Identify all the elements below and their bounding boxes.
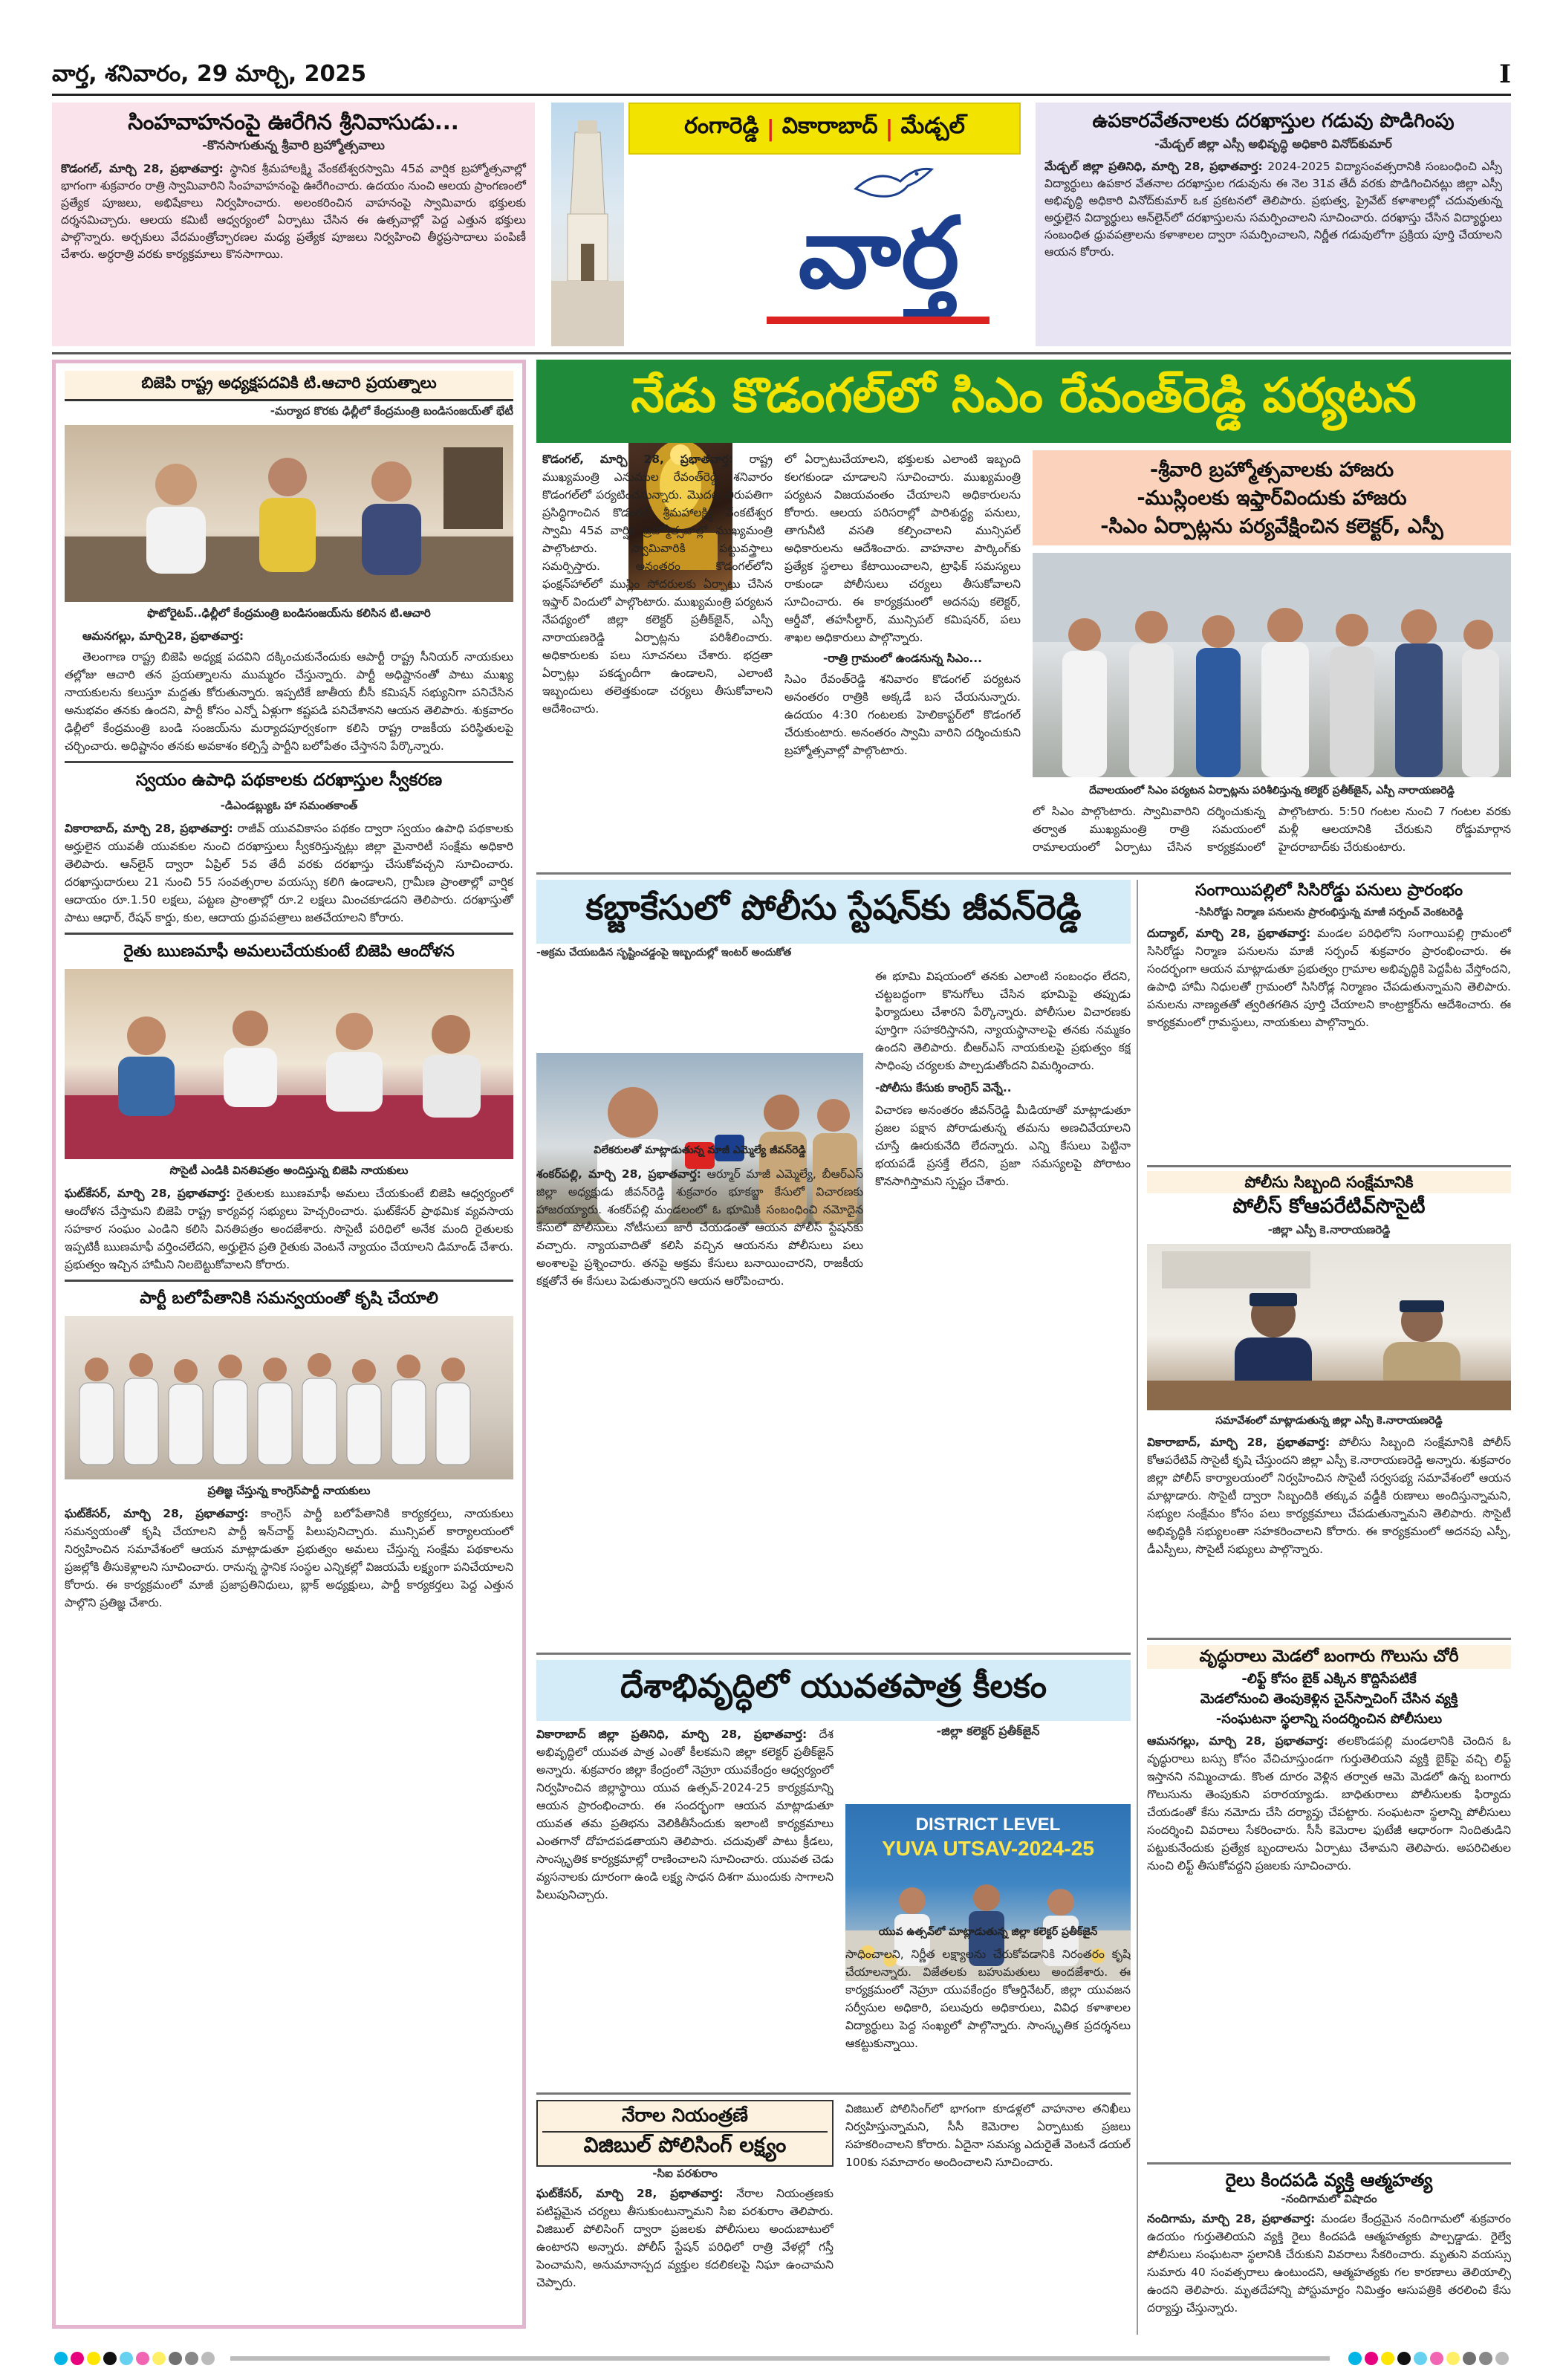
dateline: శంకర్‌పల్లి, మార్చి 28, ప్రభాతవార్త: <box>536 1167 701 1181</box>
group-pledge-icon <box>65 1316 513 1479</box>
story-body <box>65 1505 513 1612</box>
temple-photo <box>551 103 624 346</box>
headline: ఉపకారవేతనాలకు దరఖాస్తుల గడువు పొడిగింపు <box>1092 110 1455 132</box>
left-column-box <box>52 360 526 2329</box>
body-text: సాధించాలని, నిర్ణీత లక్ష్యాలను చేరుకోవడానికి నిరంతరం కృషి చేయాలన్నారు. విజేతలకు బహుమతులు అందజేశారు. ఈ కార్యక్రమంలో నెహ్రూ యువకేంద్రం కోఆర్డినేటర్, జిల్లా యువజన సర్వీసుల అధికారి, పలువురు అధికారులు, వివిధ కళాశాలల విద్యార్థులు పెద్ద సంఖ్యలో పాల్గొన్నారు. సాంస్కృతిక ప్రదర్శనలు ఆకట్టుకున్నాయి. <box>845 1948 1131 2050</box>
subhead: -అక్రమ చేయబడిన సృష్టించడ్డంపై ఇబ్బందుల్లో ఇంటర్ అందుకోత <box>536 947 792 959</box>
district-vikarabad: వికారాబాద్ <box>782 113 878 139</box>
section-divider <box>65 1280 513 1282</box>
lead-body-col2 <box>784 450 1021 866</box>
lead-bottom-rule <box>536 872 1511 875</box>
story-body <box>65 820 513 927</box>
story-train-suicide <box>1147 2168 1511 2332</box>
story-body <box>65 627 513 755</box>
dateline: కొడంగల్, మార్చి 28, ప్రభాతవార్త: <box>61 162 224 175</box>
body-text: విచారణ అనంతరం జీవన్‌రెడ్డి మీడియాతో మాట్లాడుతూ ప్రజల పక్షాన పోరాడుతున్న తమను అణచివేయాలని చూస్తే ఊరుకునేది లేదన్నారు. ఎన్ని కేసులు పెట్టినా భయపడే ప్రసక్తే లేదని, ప్రజా సమస్యలపై పోరాటం కొనసాగిస్తామని స్పష్టం చేశారు. <box>875 1103 1131 1188</box>
story-youth-role <box>536 1660 1131 2086</box>
inline-subhead: -రాత్రి గ్రామంలో ఉండనున్న సిఎం... <box>822 652 983 665</box>
subhead: -జిల్లా ఎస్పీ కె.నారాయణరెడ్డి <box>1267 1223 1391 1236</box>
lead-headline: నేడు కొడంగల్‌లో సిఎం రేవంత్‌రెడ్డి పర్యటన <box>631 368 1417 424</box>
headline: కబ్జాకేసులో పోలీసు స్టేషన్‌కు జీవన్‌రెడ్డి <box>585 887 1082 927</box>
body-text: తలకొండపల్లి మండలానికి చెందిన ఓ వృద్ధురాలు బస్సు కోసం వేచిచూస్తుండగా గుర్తుతెలియని వ్యక్తి బైక్‌పై వచ్చి లిఫ్ట్ ఇస్తానని నమ్మించాడు. కొంత దూరం వెళ్లిన తర్వాత ఆమె మెడలో ఉన్న బంగారు గొలుసును తెంపుకుని పరారయ్యాడు. బాధితురాలు పోలీసులకు ఫిర్యాదు చేయడంతో కేసు నమోదు చేసి దర్యాప్తు చేపట్టారు. సంఘటనా స్థలాన్ని పోలీసులు సందర్శించి వివరాలు సేకరించారు. సీసీ కెమెరాల ఫుటేజీ ఆధారంగా నిందితుడిని పట్టుకునేందుకు ప్రత్యేక బృందాలను ఏర్పాటు చేశామని తెలిపారు. అపరిచితుల నుంచి లిఫ్ట్ తీసుకోవద్దని ప్రజలకు సూచించారు. <box>1147 1734 1511 1872</box>
section-divider <box>65 933 513 935</box>
lead-bullets <box>1033 450 1511 545</box>
story-self-employment <box>65 769 513 927</box>
headline-line-1: నేరాల నియంత్రణే <box>622 2104 748 2126</box>
body-text: లో ఏర్పాటుచేయాలని, భక్తులకు ఎలాంటి ఇబ్బంది కలగకుండా చూడాలని సూచించారు. ముఖ్యమంత్రి పర్యటన విజయవంతం చేయాలని అధికారులను కోరారు. ఆలయ పరిసరాల్లో పారిశుద్ధ్య పనులు, తాగునీటి వసతి కల్పించాలని మున్సిపల్ అధికారులను ఆదేశించారు. వాహనాల పార్కింగ్‌కు ప్రత్యేక స్థలాలు కేటాయించాలని, ట్రాఫిక్ సమస్యలు రాకుండా పోలీసులు చర్యలు తీసుకోవాలని సూచించారు. ఈ కార్యక్రమంలో అదనపు కలెక్టర్, ఆర్డీవో, తహసీల్దార్, మున్సిపల్ కమిషనర్, పలు శాఖల అధికారులు పాల్గొన్నారు. <box>784 453 1021 644</box>
bullet-item: మెడలోనుంచి తెంపుకెళ్లిన చైన్‌స్నాచింగ్ చేసిన వ్యక్తి <box>1200 1691 1458 1707</box>
headline-line-1: పోలీసు సిబ్బంది సంక్షేమానికి <box>1147 1171 1511 1193</box>
headline: సంగాయిపల్లిలో సిసిరోడ్డు పనులు ప్రారంభం <box>1195 881 1463 900</box>
dateline: కొడంగల్, మార్చి 28, ప్రభాతవార్త: <box>542 453 734 466</box>
logo-text: వార్త <box>798 196 960 311</box>
col2-body <box>845 1945 1131 2086</box>
temple-gopuram-icon <box>551 103 624 346</box>
dateline: వికారాబాద్, మార్చి 28, ప్రభాతవార్త: <box>65 822 233 835</box>
photo-caption: ప్రతిజ్ఞ చేస్తున్న కాంగ్రెస్‌పార్టీ నాయకులు <box>207 1484 371 1497</box>
body-text: రాష్ట్ర ముఖ్యమంత్రి ఎనుముల రేవంత్‌రెడ్డి శనివారం కొడంగల్‌లో పర్యటించనున్నారు. మొదట తిరుపతిగా ప్రసిద్ధిగాంచిన కొడంగల్ శ్రీమహాలక్ష్మి వేంకటేశ్వర స్వామి 45వ వార్షిక బ్రహ్మోత్సవాల్లో ముఖ్యమంత్రి పాల్గొంటారు. స్వామివారికి పట్టువస్త్రాలు సమర్పిస్తారు. అనంతరం కొడంగల్‌లోని ఫంక్షన్‌హాల్‌లో ముస్లిం సోదరులకు ఏర్పాటు చేసిన ఇఫ్తార్ విందులో పాల్గొంటారు. ముఖ్యమంత్రి పర్యటన నేపథ్యంలో జిల్లా కలెక్టర్ ప్రతీక్‌జైన్, ఎస్పీ నారాయణరెడ్డి ఏర్పాట్లను పరిశీలించారు. అధికారులకు పలు సూచనలు చేశారు. భద్రతా ఏర్పాట్లు పకడ్బందీగా ఉండాలని, ఎలాంటి ఇబ్బందులు తలెత్తకుండా చర్యలు తీసుకోవాలని ఆదేశించారు. <box>542 453 773 716</box>
body-text: రైతులకు ఋణమాఫీ అమలు చేయకుంటే బిజెపి ఆధ్వర్యంలో ఆందోళన చేస్తామని బిజెపి రాష్ట్ర కార్యవర్గ సభ్యులు హెచ్చరించారు. ఘట్‌కేసర్ ప్రాథమిక వ్యవసాయ సహకార సంఘం ఎండిని కలిసి వినతిపత్రం అందజేశారు. సొసైటీ పరిధిలో అనేక మంది రైతులకు ఇప్పటికీ ఋణమాఫీ వర్తించలేదని, అర్హులైన ప్రతి రైతుకు వెంటనే న్యాయం చేయాలని డిమాండ్ చేశారు. ప్రభుత్వం ఇచ్చిన హామీని నిలబెట్టుకోవాలని కోరారు. <box>65 1187 513 1271</box>
bottom-mid-rule <box>536 2092 1131 2095</box>
body-text: విజిబుల్ పోలిసింగ్‌లో భాగంగా కూడళ్లలో వాహనాల తనిఖీలు నిర్వహిస్తున్నామని, సీసీ కెమెరాల ఏర్పాటుకు ప్రజలు సహకరించాలని కోరారు. ఏదైనా సమస్య ఎదురైతే వెంటనే డయల్ 100కు సమాచారం అందించాలని సూచించారు. <box>845 2102 1131 2169</box>
sp-meeting-photo <box>1147 1244 1511 1410</box>
headline-bar <box>536 880 1131 944</box>
dateline: ఘట్‌కేసర్, మార్చి 28, ప్రభాతవార్త: <box>65 1187 231 1200</box>
right-rule-3 <box>1147 2162 1511 2165</box>
col1-body <box>536 1725 834 2086</box>
body-text: సిఎం రేవంత్‌రెడ్డి శనివారం కొడంగల్ పర్యటన అనంతరం రాత్రికి అక్కడే బస చేయనున్నారు. ఉదయం 4:30 గంటలకు హెలికాప్టర్‌లో కొడంగల్ చేరుకుంటారు. అనంతరం స్వామి వారిని దర్శించుకుని బ్రహ్మోత్సవాల్లో పాల్గొంటారు. <box>784 672 1021 757</box>
headline: సింహవాహనంపై ఊరేగిన శ్రీనివాసుడు... <box>128 109 459 134</box>
dateline: వికారాబాద్, మార్చి 28, ప్రభాతవార్త: <box>1147 1436 1330 1449</box>
subhead: -జిల్లా కలెక్టర్ ప్రతీక్‌జైన్ <box>936 1724 1040 1738</box>
lead-photo-caption: దేవాలయంలో సిఎం పర్యటన ఏర్పాట్లను పరిశీలిస్తున్న కలెక్టర్ ప్రతీక్‌జైన్, ఎస్పీ నారాయణరెడ్డి <box>1089 785 1455 797</box>
bjp-memorandum-photo <box>65 969 513 1159</box>
dateline: వికారాబాద్ జిల్లా ప్రతినిధి, మార్చి 28, ప్రభాతవార్త: <box>536 1728 808 1741</box>
body-text: మండల పరిధిలోని సంగాయిపల్లి గ్రామంలో సిసిరోడ్డు నిర్మాణ పనులను మాజీ సర్పంచ్ శుక్రవారం ప్రారంభించారు. ఈ సందర్భంగా ఆయన మాట్లాడుతూ ప్రభుత్వం గ్రామాల అభివృద్ధికి పెద్దపీట వేస్తోందని, ఉపాధి హామీ నిధులతో గ్రామంలో సిసిరోడ్ల నిర్మాణం చేపడుతున్నామని తెలిపారు. పనులను నాణ్యతతో త్వరితగతిన పూర్తి చేయాలని కాంట్రాక్టర్‌ను ఆదేశించారు. ఈ కార్యక్రమంలో గ్రామస్థులు, నాయకులు పాల్గొన్నారు. <box>1147 927 1511 1029</box>
dateline: దుద్యాల్, మార్చి 28, ప్రభాతవార్త: <box>1147 927 1311 940</box>
story-visible-policing <box>536 2100 1131 2333</box>
col2-body <box>845 2100 1131 2333</box>
dateline: మేడ్చల్ జిల్లా ప్రతినిధి, మార్చి 28, ప్రభాతవార్త: <box>1044 160 1263 173</box>
photo-caption: యువ ఉత్సవ్‌లో మాట్లాడుతున్న జిల్లా కలెక్టర్ ప్రతీక్‌జైన్ <box>878 1926 1098 1938</box>
meeting-people-icon <box>65 425 513 602</box>
subhead: -మర్యాద కొరకు ఢిల్లీలో కేంద్రమంత్రి బండిసంజయ్‌తో భేటీ <box>270 404 513 418</box>
subhead: -మేడ్చల్ జిల్లా ఎస్సీ అభివృద్ధి అధికారి వినోద్‌కుమార్ <box>1154 137 1392 151</box>
headline: రైతు ఋణమాఫీ అమలుచేయకుంటే బిజెపి ఆందోళన <box>123 942 455 961</box>
story-body <box>1044 158 1502 261</box>
page-number: I <box>1499 59 1511 89</box>
lead-body-col1 <box>542 450 773 866</box>
right-rule-1 <box>1147 1165 1511 1167</box>
body-text: ఈ భూమి విషయంలో తనకు ఎలాంటి సంబంధం లేదని, చట్టబద్ధంగా కొనుగోలు చేసిన భూమిపై తప్పుడు ఫిర్యాదులు చేశారని పేర్కొన్నారు. పోలీసుల విచారణకు పూర్తిగా సహకరిస్తానని, న్యాయస్థానాలపై తనకు నమ్మకం ఉందని తెలిపారు. బీఆర్ఎస్ నాయకులపై ప్రభుత్వం కక్ష సాధింపు చర్యలకు పాల్పడుతోందని విమర్శించారు. <box>875 970 1131 1072</box>
story-party-strength <box>65 1288 513 1612</box>
story-body <box>61 160 526 263</box>
body-text: 2024-2025 విద్యాసంవత్సరానికి సంబంధించి ఎస్సీ విద్యార్థులు ఉపకార వేతనాల దరఖాస్తుల గడువును ఈ నెల 31వ తేదీ వరకు పొడిగించినట్లు జిల్లా ఎస్సీ అభివృద్ధి అధికారి వినోద్‌కుమార్ ఒక ప్రకటనలో తెలిపారు. ప్రభుత్వ, ప్రైవేట్ కళాశాలల్లో చదువుతున్న అర్హులైన విద్యార్థులు ఆన్‌లైన్‌లో దరఖాస్తులను సమర్పించాలని సూచించారు. దరఖాస్తు చేసిన విద్యార్థులు సంబంధిత ధ్రువపత్రాలను కళాశాలల ద్వారా సమర్పించాలని, నిర్ణీత గడువులోగా ప్రక్రియ పూర్తి చేయాలని ఆయన కోరారు. <box>1044 160 1502 259</box>
dateline: నందిగామ, మార్చి 28, ప్రభాతవార్త: <box>1147 2212 1316 2225</box>
body-text: ఆర్మూర్ మాజీ ఎమ్మెల్యే, బీఆర్ఎస్ జిల్లా అధ్యక్షుడు జీవన్‌రెడ్డి శుక్రవారం భూకబ్జా కేసులో విచారణకు హాజరయ్యారు. శంకర్‌పల్లి మండలంలో ఓ భూమికి సంబంధించి నమోదైన కేసులో పోలీసులు నోటీసులు జారీ చేయడంతో ఆయన పోలీస్ స్టేషన్‌కు వచ్చారు. న్యాయవాదితో కలిసి వచ్చిన ఆయనను పోలీసులు పలు అంశాలపై ప్రశ్నించారు. తనపై అక్రమ కేసులు బనాయించారని, రాజకీయ కక్షతోనే ఈ కేసులు పెడుతున్నారని ఆయన ఆరోపించారు. <box>536 1167 863 1288</box>
logo-underline <box>767 317 990 324</box>
body-text: దేశ అభివృద్ధిలో యువత పాత్ర ఎంతో కీలకమని జిల్లా కలెక్టర్ ప్రతీక్‌జైన్ అన్నారు. శుక్రవారం జిల్లా కేంద్రంలో నెహ్రూ యువకేంద్రం ఆధ్వర్యంలో నిర్వహించిన జిల్లాస్థాయి యువ ఉత్సవ్-2024-25 కార్యక్రమాన్ని ఆయన ప్రారంభించారు. ఈ సందర్భంగా ఆయన మాట్లాడుతూ యువత తమ ప్రతిభను వెలికితీసేందుకు ఇలాంటి కార్యక్రమాలు ఎంతగానో దోహదపడతాయని తెలిపారు. చదువుతో పాటు క్రీడలు, సాంస్కృతిక కార్యక్రమాల్లో రాణించాలని సూచించారు. యువత చెడు వ్యసనాలకు దూరంగా ఉండి లక్ష్య సాధన దిశగా ముందుకు సాగాలని పిలుపునిచ్చారు. <box>536 1728 834 1901</box>
page-dateline: వార్త, శనివారం, 29 మార్చి, 2025 <box>52 61 367 87</box>
masthead-logo-block <box>551 103 1021 346</box>
story-cc-road <box>1147 880 1511 1162</box>
district-divider: | <box>766 115 775 142</box>
district-medchal: మేడ్చల్ <box>900 113 965 139</box>
subhead: -డిఎండబ్ల్యుఓ హా సమంతకాంత్ <box>220 799 358 812</box>
office-meeting-icon <box>65 969 513 1159</box>
col2-body <box>875 967 1131 1645</box>
registration-marks-icon <box>52 2350 1511 2367</box>
headline: బిజెపి రాష్ట్ర అధ్యక్షపదవికి టి.ఆచారి ప్రయత్నాలు <box>65 371 513 401</box>
story-jeevan-reddy <box>536 880 1131 1645</box>
bullet-item: -లిఫ్ట్ కోసం బైక్ ఎక్కిన కొద్దిసేపటికే <box>1241 1671 1417 1687</box>
col1-body <box>536 2185 834 2333</box>
mid2-top-rule <box>536 1653 1131 1655</box>
headline-line-2: విజిబుల్ పోలిసింగ్ లక్ష్యం <box>542 2131 828 2162</box>
story-scholarship <box>1036 103 1511 346</box>
body-text: లో సిఎం పాల్గొంటారు. స్వామివారిని దర్శించుకున్న తర్వాత ముఖ్యమంత్రి రాత్రి సమయంలో రామాలయంలో ఏర్పాటు చేసిన కార్యక్రమంలో పాల్గొంటారు. 5:50 గంటల నుంచి 7 గంటల వరకు మళ్లీ ఆలయానికి చేరుకుని రోడ్డుమార్గాన హైదరాబాద్‌కు చేరుకుంటారు. <box>1033 805 1511 854</box>
police-officers-icon <box>1147 1244 1511 1410</box>
right-rule-2 <box>1147 1638 1511 1640</box>
subhead: -సిఐ పరశురాం <box>652 2167 718 2180</box>
subhead: -కొనసాగుతున్న శ్రీవారి బ్రహ్మోత్సవాలు <box>202 138 385 153</box>
photo-caption: విలేకరులతో మాట్లాడుతున్న మాజీ ఎమ్మెల్యే జీవన్‌రెడ్డి <box>594 1144 806 1156</box>
story-police-society <box>1147 1171 1511 1632</box>
photo-caption: ఫొటోరైటప్..ఢిల్లీలో కేంద్రమంత్రి బండిసంజయ్‌ను కలిసిన టి.ఆచారి <box>147 606 431 620</box>
body-text: రాజీవ్ యువవికాసం పథకం ద్వారా స్వయం ఉపాధి పథకాలకు అర్హులైన యువతీ యువకుల నుంచి దరఖాస్తులు స్వీకరిస్తున్నట్లు జిల్లా మైనారిటీ సంక్షేమ అధికారి తెలిపారు. ఆన్‌లైన్ ద్వారా ఏప్రిల్ 5వ తేదీ వరకు దరఖాస్తు చేసుకోవచ్చని సూచించారు. దరఖాస్తుదారులు 21 నుంచి 55 సంవత్సరాల వయస్సు కలిగి ఉండాలని, గ్రామీణ ప్రాంతాల్లో వార్షిక ఆదాయం రూ.1.50 లక్షలు, పట్టణ ప్రాంతాల్లో రూ.2 లక్షలు మించకూడదని తెలిపారు. దరఖాస్తుతో పాటు ఆధార్, రేషన్ కార్డు, కుల, ఆదాయ ధ్రువపత్రాలు జతచేయాలని కోరారు. <box>65 822 513 924</box>
story-sinhavahanam <box>52 103 535 346</box>
headline: రైలు కిందపడి వ్యక్తి ఆత్మహత్య <box>1225 2170 1433 2191</box>
col1-body <box>536 1165 863 1645</box>
body-text: నేరాల నియంత్రణకు పటిష్టమైన చర్యలు తీసుకుంటున్నామని సిఐ పరశురాం తెలిపారు. విజిబుల్ పోలిసింగ్ ద్వారా ప్రజలకు పోలీసులు అందుబాటులో ఉంటారని అన్నారు. పోలీస్ స్టేషన్ పరిధిలో రాత్రి వేళల్లో గస్తీ పెంచామని, అనుమానాస్పద వ్యక్తుల కదలికలపై నిఘా ఉంచామని చెప్పారు. <box>536 2187 834 2289</box>
story-body <box>65 1184 513 1274</box>
banner-line-2: YUVA UTSAV-2024-25 <box>882 1837 1094 1860</box>
subhead: -సిసిరోడ్డు నిర్మాణ పనులను ప్రారంభిస్తున్న మాజీ సర్పంచ్ వెంకటరెడ్డి <box>1195 907 1463 918</box>
congress-pledge-photo <box>65 1316 513 1479</box>
headline-line-2: పోలీస్ కోఆపరేటివ్‌సొసైటీ <box>1232 1195 1426 1218</box>
masthead-strip <box>52 59 1511 91</box>
headline-box <box>536 2100 834 2167</box>
headline-bar <box>536 1660 1131 1721</box>
vaartha-logo <box>737 159 1021 346</box>
district-rangareddy: రంగారెడ్డి <box>684 113 759 139</box>
dateline: ఆమనగల్లు, మార్చి28, ప్రభాతవార్త: <box>82 629 244 643</box>
story-body <box>1147 1433 1511 1597</box>
headline: దేశాభివృద్ధిలో యువతపాత్ర కీలకం <box>620 1667 1047 1705</box>
headline: స్వయం ఉపాధి పథకాలకు దరఖాస్తుల స్వీకరణ <box>135 771 443 790</box>
inline-subhead: -పోలీసు కేసుకు కాంగ్రెస్ వెన్నే.. <box>875 1081 1012 1095</box>
story-loan-waiver <box>65 941 513 1274</box>
story-chain-snatching <box>1147 1645 1511 2158</box>
subhead: -నందిగామలో విషాదం <box>1281 2192 1377 2205</box>
story-body <box>1147 1732 1511 2139</box>
bullet-item: -ముస్లింలకు ఇఫ్తార్‌విందుకు హాజరు <box>1137 487 1407 510</box>
dateline: ఘట్‌కేసర్, మార్చి 28, ప్రభాతవార్త: <box>65 1507 249 1520</box>
banner-line-1: DISTRICT LEVEL <box>915 1815 1061 1835</box>
body-text: కాంగ్రెస్ పార్టీ బలోపేతానికి కార్యకర్తలు, నాయకులు సమన్వయంతో కృషి చేయాలని పార్టీ ఇన్‌చార్జ్ పిలుపునిచ్చారు. మున్సిపల్ కార్యాలయంలో నిర్వహించిన సమావేశంలో ఆయన మాట్లాడుతూ ప్రభుత్వం అమలు చేస్తున్న సంక్షేమ పథకాలను ప్రజల్లోకి తీసుకెళ్లాలని సూచించారు. రానున్న స్థానిక సంస్థల ఎన్నికల్లో విజయమే లక్ష్యంగా పనిచేయాలని కోరారు. ఈ కార్యక్రమంలో మాజీ ప్రజాప్రతినిధులు, బ్లాక్ అధ్యక్షులు, పార్టీ కార్యకర్తలు పెద్ద ఎత్తున పాల్గొని ప్రతిజ్ఞ చేశారు. <box>65 1507 513 1609</box>
bullet-item: -శ్రీవారి బ్రహ్మోత్సవాలకు హాజరు <box>1149 458 1394 481</box>
bullet-item: -సంఘటనా స్థలాన్ని సందర్శించిన పోలీసులు <box>1215 1711 1443 1727</box>
body-text: తెలంగాణ రాష్ట్ర బిజెపి అధ్యక్ష పదవిని దక్కించుకునేందుకు ఆపార్టీ రాష్ట్ర సీనియర్ నాయకులు తల్లోజు ఆచారి తన ప్రయత్నాలను ముమ్మరం చేస్తున్నారు. పార్టీ అధిష్టానంతో పాటు ముఖ్య నాయకులను కలుస్తూ మద్దతు కోరుతున్నారు. ఇప్పటికే జాతీయ బీసీ కమిషన్ సభ్యునిగా పనిచేసిన అనుభవం తనకు ఉందని, పార్టీ కోసం ఎన్నో ఏళ్లుగా కష్టపడి పనిచేశానని ఆయన తెలిపారు. శుక్రవారం ఢిల్లీలో కేంద్రమంత్రి బండి సంజయ్‌ను మర్యాదపూర్వకంగా కలిసి రాష్ట్ర రాజకీయ పరిస్థితులపై చర్చించారు. అధిష్టానం తనకు అవకాశం కల్పిస్తే పార్టీని బలోపేతం చేస్తానని పేర్కొన్నారు. <box>65 650 513 753</box>
achari-photo <box>65 425 513 602</box>
mid-column-rule <box>1137 880 1138 2335</box>
section-divider <box>65 761 513 763</box>
bullet-item: -సిఎం ఏర్పాట్లను పర్యవేక్షించిన కలెక్టర్, ఎస్పీ <box>1100 515 1443 538</box>
lead-headline-bar <box>536 360 1511 443</box>
district-divider: | <box>885 115 894 142</box>
headline: పార్టీ బలోపేతానికి సమన్వయంతో కృషి చేయాలి <box>140 1289 438 1308</box>
dateline: ఆమనగల్లు, మార్చి 28, ప్రభాతవార్త: <box>1147 1734 1328 1748</box>
story-body <box>1147 2210 1511 2318</box>
color-registration-strip <box>52 2350 1511 2367</box>
story-body <box>1147 924 1511 1031</box>
body-text: పోలీసు సిబ్బంది సంక్షేమానికి పోలీస్ కోఆపరేటివ్ సొసైటీ కృషి చేస్తుందని జిల్లా ఎస్పీ కె.నారాయణరెడ్డి అన్నారు. శుక్రవారం జిల్లా పోలీస్ కార్యాలయంలో నిర్వహించిన సొసైటీ సర్వసభ్య సమావేశంలో ఆయన మాట్లాడారు. సొసైటీ ద్వారా సిబ్బందికి తక్కువ వడ్డీకి రుణాలు అందిస్తున్నామని, సభ్యుల సంక్షేమం కోసం పలు కార్యక్రమాలు చేపడుతున్నామని తెలిపారు. సొసైటీ అభివృద్ధికి సభ్యులంతా సహకరించాలని కోరారు. ఈ కార్యక్రమంలో అదనపు ఎస్పీ, డీఎస్పీలు, సొసైటీ సభ్యులు పాల్గొన్నారు. <box>1147 1436 1511 1556</box>
body-text: మండల కేంద్రమైన నందిగామలో శుక్రవారం ఉదయం గుర్తుతెలియని వ్యక్తి రైలు కిందపడి ఆత్మహత్యకు పాల్పడ్డాడు. రైల్వే పోలీసులు సంఘటనా స్థలానికి చేరుకుని వివరాలు సేకరించారు. మృతుని వయస్సు సుమారు 40 సంవత్సరాలు ఉంటుందని, ఆత్మహత్యకు గల కారణాలు తెలియాల్సి ఉందని తెలిపారు. మృతదేహాన్ని పోస్టుమార్టం నిమిత్తం ఆసుపత్రికి తరలించి కేసు దర్యాప్తు చేస్తున్నారు. <box>1147 2212 1511 2315</box>
body-text: స్థానిక శ్రీమహాలక్ష్మి వేంకటేశ్వరస్వామి 45వ వార్షిక బ్రహ్మోత్సవాల్లో భాగంగా శుక్రవారం రాత్రి స్వామివారిని సింహవాహనంపై ఊరేగించారు. ఉదయం నుంచి ఆలయ ప్రాంగణంలో ప్రత్యేక పూజలు, అభిషేకాలు నిర్వహించారు. అలంకరించిన వాహనంపై స్వామివారు భక్తులకు దర్శనమిచ్చారు. ఆలయ కమిటీ ఆధ్వర్యంలో ఏర్పాటు చేసిన ఈ ఉత్సవాల్లో పెద్ద ఎత్తున భక్తులు పాల్గొన్నారు. అర్చకులు వేదమంత్రోచ్ఛారణల మధ్య ప్రత్యేక పూజలు నిర్వహించి తీర్థప్రసాదాలు పంపిణీ చేశారు. అర్ధరాత్రి వరకు కార్యక్రమాలు కొనసాగాయి. <box>61 162 526 261</box>
photo-caption: సొసైటీ ఎండికి వినతిపత్రం అందిస్తున్న బిజెపి నాయకులు <box>169 1164 409 1177</box>
masthead-rule <box>52 94 1511 96</box>
photo-caption: సమావేశంలో మాట్లాడుతున్న జిల్లా ఎస్పీ కె.నారాయణరెడ్డి <box>1215 1415 1443 1427</box>
district-banner <box>628 103 1021 155</box>
headline: వృద్ధురాలు మెడలో బంగారు గొలుసు చోరీ <box>1147 1645 1511 1669</box>
lead-inspection-photo <box>1033 553 1511 777</box>
top-section-rule <box>52 352 1511 354</box>
dateline: ఘట్‌కేసర్, మార్చి 28, ప్రభాతవార్త: <box>536 2187 724 2200</box>
story-achari <box>65 371 513 755</box>
lead-body-col3 <box>1033 802 1511 868</box>
officials-group-icon <box>1033 553 1511 777</box>
